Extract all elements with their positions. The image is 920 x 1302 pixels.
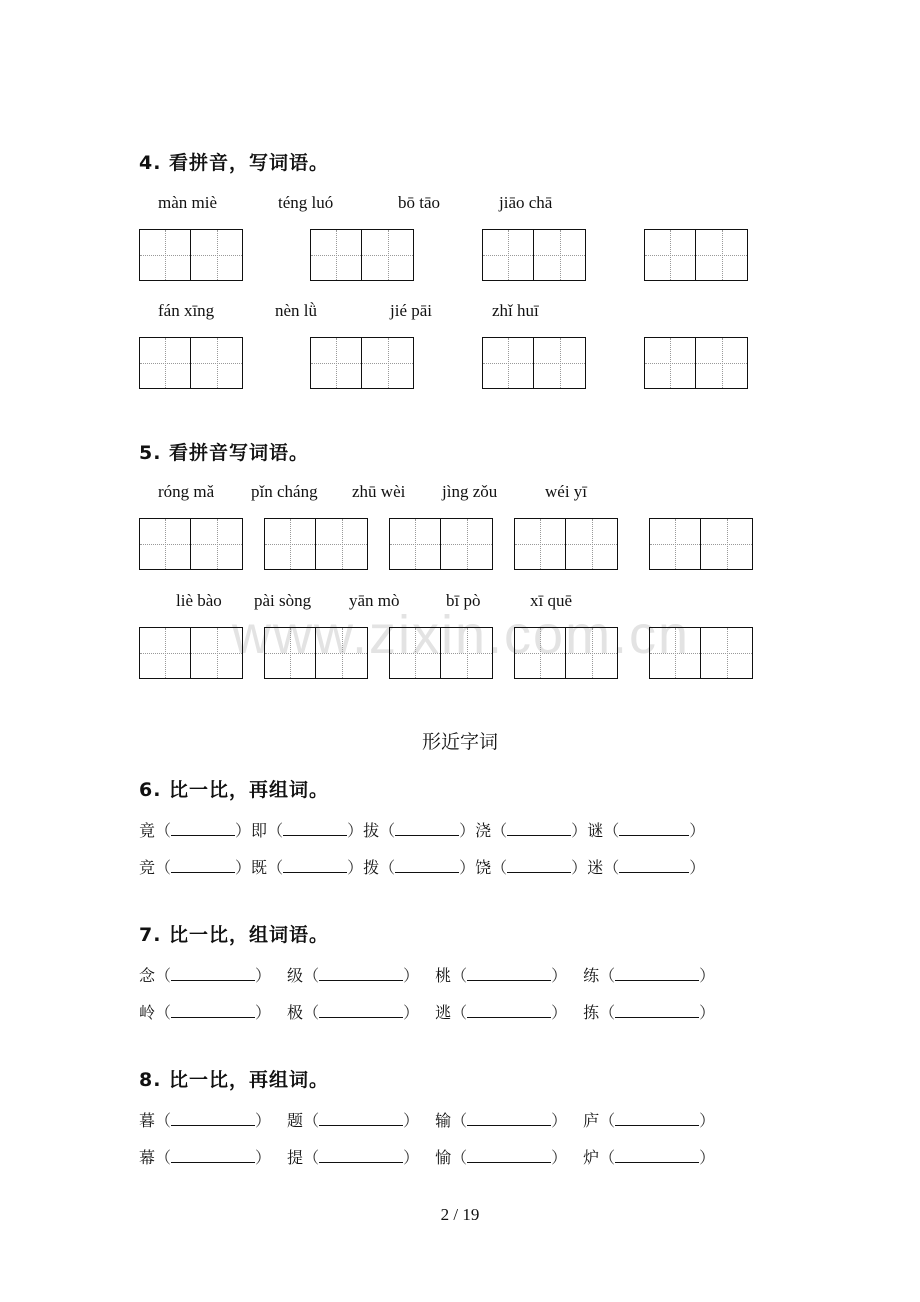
answer-blank[interactable] [467,966,551,981]
pinyin: zhū wèi [352,482,406,501]
writing-box[interactable] [649,518,753,570]
answer-blank[interactable] [507,858,571,873]
pinyin: màn miè [158,193,218,212]
answer-blank[interactable] [395,821,459,836]
writing-box[interactable] [139,518,243,570]
char: 拔 [363,821,380,840]
writing-box[interactable] [644,229,748,281]
char: 即 [251,821,268,840]
answer-blank[interactable] [319,1148,403,1163]
pinyin: bō tāo [398,193,441,212]
answer-blank[interactable] [615,1148,699,1163]
writing-box[interactable] [514,518,618,570]
answer-blank[interactable] [171,858,235,873]
answer-blank[interactable] [467,1148,551,1163]
writing-box[interactable] [644,337,748,389]
writing-box[interactable] [389,518,493,570]
answer-blank[interactable] [171,1111,255,1126]
char: 提 [287,1148,304,1167]
q4-title: 4. 看拼音，写词语。 [139,152,330,174]
answer-blank[interactable] [319,966,403,981]
section-title: 形近字词 [421,731,498,753]
answer-blank[interactable] [171,966,255,981]
char: 浇 [475,821,492,840]
answer-blank[interactable] [615,1003,699,1018]
char: 既 [251,858,268,877]
char: 庐 [583,1111,600,1130]
pinyin: nèn lǜ [275,301,318,320]
writing-box[interactable] [649,627,753,679]
writing-box[interactable] [310,229,414,281]
char: 谜 [587,821,604,840]
writing-box[interactable] [264,518,368,570]
q5-title: 5. 看拼音写词语。 [139,442,310,464]
q7-row1: 念（ ） 级（ ） 桃（ ） 练（ ） [139,966,716,985]
q7-title: 7. 比一比，组词语。 [139,924,330,946]
char: 迷 [587,858,604,877]
char: 愉 [435,1148,452,1167]
answer-blank[interactable] [283,858,347,873]
char: 桃 [435,966,452,985]
writing-box[interactable] [139,337,243,389]
char: 输 [435,1111,452,1130]
page-number: 2 / 19 [440,1205,480,1224]
char: 念 [139,966,156,985]
writing-box[interactable] [482,229,586,281]
writing-box[interactable] [389,627,493,679]
writing-box[interactable] [310,337,414,389]
answer-blank[interactable] [615,966,699,981]
answer-blank[interactable] [619,858,689,873]
pinyin: yān mò [349,591,400,610]
char: 竞 [139,858,156,877]
pinyin: jiāo chā [499,193,553,212]
char: 拣 [583,1003,600,1022]
writing-box[interactable] [139,229,243,281]
pinyin: xī quē [530,591,573,610]
char: 幕 [139,1148,156,1167]
answer-blank[interactable] [395,858,459,873]
answer-blank[interactable] [283,821,347,836]
char: 逃 [435,1003,452,1022]
answer-blank[interactable] [467,1003,551,1018]
char: 拨 [363,858,380,877]
watermark: www.zixin.com.cn [232,605,691,665]
pinyin: liè bào [176,591,222,610]
pinyin: pài sòng [254,591,312,610]
answer-blank[interactable] [319,1111,403,1126]
writing-box[interactable] [264,627,368,679]
answer-blank[interactable] [467,1111,551,1126]
char: 饶 [475,858,492,877]
char: 岭 [139,1003,156,1022]
pinyin: wéi yī [545,482,588,501]
q6-row2: 竞（ ）既（ ）拨（ ）饶（ ）迷（ ） [139,858,706,877]
q6-row1: 竟（ ）即（ ）拔（ ）浇（ ）谜（ ） [139,821,706,840]
pinyin: bī pò [446,591,481,610]
q6-title: 6. 比一比，再组词。 [139,779,330,801]
answer-blank[interactable] [507,821,571,836]
q8-row1: 暮（ ） 题（ ） 输（ ） 庐（ ） [139,1111,716,1130]
q8-row2: 幕（ ） 提（ ） 愉（ ） 炉（ ） [139,1148,716,1167]
answer-blank[interactable] [171,821,235,836]
answer-blank[interactable] [319,1003,403,1018]
answer-blank[interactable] [619,821,689,836]
char: 暮 [139,1111,156,1130]
pinyin: róng mǎ [158,482,215,501]
answer-blank[interactable] [171,1148,255,1163]
char: 极 [287,1003,304,1022]
char: 竟 [139,821,156,840]
char: 炉 [583,1148,600,1167]
pinyin: fán xīng [158,301,215,320]
pinyin: zhǐ huī [492,301,539,320]
answer-blank[interactable] [171,1003,255,1018]
q7-row2: 岭（ ） 极（ ） 逃（ ） 拣（ ） [139,1003,716,1022]
char: 练 [583,966,600,985]
char: 级 [287,966,304,985]
pinyin: pǐn cháng [251,482,318,501]
pinyin: téng luó [278,193,334,212]
writing-box[interactable] [139,627,243,679]
answer-blank[interactable] [615,1111,699,1126]
writing-box[interactable] [514,627,618,679]
char: 题 [287,1111,304,1130]
writing-box[interactable] [482,337,586,389]
pinyin: jié pāi [390,301,433,320]
q8-title: 8. 比一比，再组词。 [139,1069,330,1091]
pinyin: jìng zǒu [442,482,498,501]
